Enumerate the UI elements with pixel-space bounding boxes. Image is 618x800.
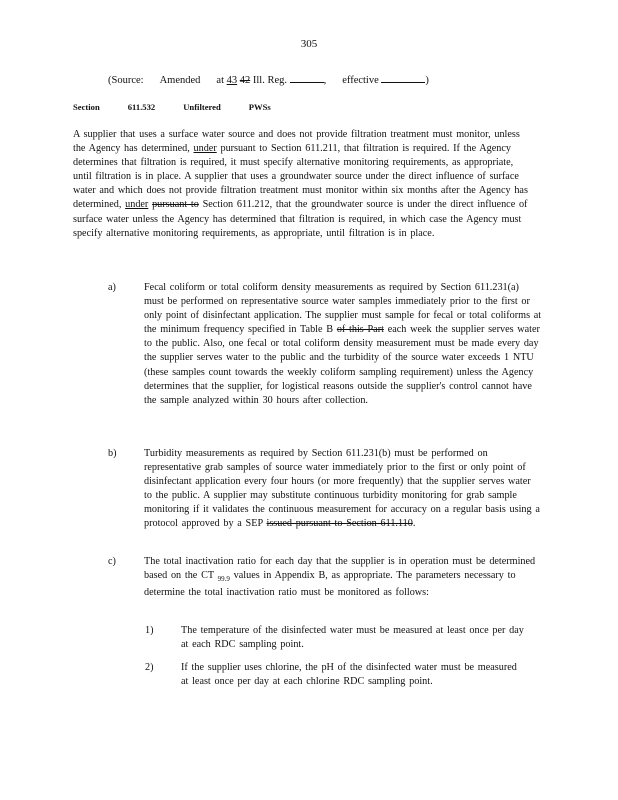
register-page-blank xyxy=(290,73,324,83)
subsection-b-text-1: Turbidity measurements as required by Section 611.231(b) must be performed on representative grab samples of source water immediately prior to the first or only point of disinfectant application every four hours (or more frequently) that the supplier serves water to the public. A supplier may substitute continuous turbidity monitoring for grab sample monitoring if it validates the continuous measurement for accuracy on a regular basis using a protocol approved by a SEP xyxy=(144,448,540,530)
subsection-b-label: b) xyxy=(108,448,117,459)
intro-inserted-under-2: under xyxy=(125,199,149,211)
volume-new: 43 xyxy=(226,75,238,86)
subsection-a-text-2: each week the supplier serves water to the public. Also, one fecal or total coliform density measurement must be made every day the supplier serves water to the public and the turbidity of the source water exceeds 1 NTU (these samples count towards the weekly coliform sampling requirement) unless the Agency determines that the supplier, for logistical reasons outside the supplier's control cannot have the sample analyzed within 30 hours after collection. xyxy=(144,324,540,406)
intro-text-2: pursuant to Section 611.211, that filtration is required. If the Agency determines that filtration is required, it must specify alternative monitoring requirements, as appropriate, until filtration is in place. A supplier that uses a groundwater source under the direct influence of surface water and which does not provide filtration treatment must monitor within six months after the Agency has determined, xyxy=(73,143,528,211)
source-open: (Source: xyxy=(108,75,144,86)
subsection-a-deleted: of this Part xyxy=(336,324,384,336)
subsection-c-text-2: values in Appendix B, as appropriate. The parameters necessary to determine the total inactivation ratio must be monitored as follows: xyxy=(144,570,516,599)
subsection-c-1 xyxy=(145,624,525,652)
subsection-c-1-label: 1) xyxy=(145,625,154,636)
source-at: at xyxy=(216,75,224,86)
section-title-2: PWSs xyxy=(248,102,271,112)
subsection-a xyxy=(108,281,542,408)
page-number: 305 xyxy=(300,38,318,50)
subsection-b-text-2: . xyxy=(412,518,416,530)
intro-text-3: Section 611.212, that the groundwater source is under the direct influence of surface water unless the Agency has determined that filtration is required, in which case the Agency must specify alternative monitoring requirements, as appropriate, until filtration is in place. xyxy=(73,199,528,239)
source-comma: , xyxy=(323,75,327,86)
intro-inserted-under-1: under xyxy=(193,143,217,155)
section-number: 611.532 xyxy=(127,102,156,112)
section-word: Section xyxy=(73,102,100,112)
intro-deleted-pursuant: pursuant to xyxy=(152,199,199,211)
subsection-c-1-text: The temperature of the disinfected water must be measured at least once per day at each RDC sampling point. xyxy=(181,625,524,651)
source-close: ) xyxy=(425,75,429,86)
subsection-a-label: a) xyxy=(108,282,116,293)
source-note xyxy=(108,73,429,86)
section-heading xyxy=(73,102,299,112)
source-ill-reg: Ill. Reg. xyxy=(252,75,287,86)
subsection-c-text-1: The total inactivation ratio for each day that the supplier is in operation must be determined based on the CT xyxy=(144,556,536,582)
subsection-c-2-text: If the supplier uses chlorine, the pH of the disinfected water must be measured at least once per day at each chlorine RDC sampling point. xyxy=(181,662,517,688)
subsection-a-text-1: Fecal coliform or total coliform density measurements as required by Section 611.231(a) must be performed on representative source water samples immediately prior to the first or only point of disinfectant application. The supplier must sample for fecal or total coliforms at the minimum frequency specified in Table B xyxy=(144,282,542,336)
subsection-c-2 xyxy=(145,661,525,689)
subsection-c xyxy=(108,555,542,600)
source-effective: effective xyxy=(342,75,379,86)
effective-date-blank xyxy=(381,73,425,83)
ct-subscript: 99.9 xyxy=(217,575,230,584)
intro-paragraph xyxy=(73,128,529,241)
source-amended: Amended xyxy=(159,75,201,86)
volume-old: 42 xyxy=(239,75,251,86)
subsection-c-2-label: 2) xyxy=(145,662,154,673)
intro-text-1: A supplier that uses a surface water source and does not provide filtration treatment must monitor, unless the Agency has determined, xyxy=(73,129,520,155)
subsection-c-label: c) xyxy=(108,556,116,567)
subsection-b xyxy=(108,447,542,532)
subsection-b-deleted: issued pursuant to Section 611.110 xyxy=(266,518,413,530)
section-title-1: Unfiltered xyxy=(183,102,221,112)
